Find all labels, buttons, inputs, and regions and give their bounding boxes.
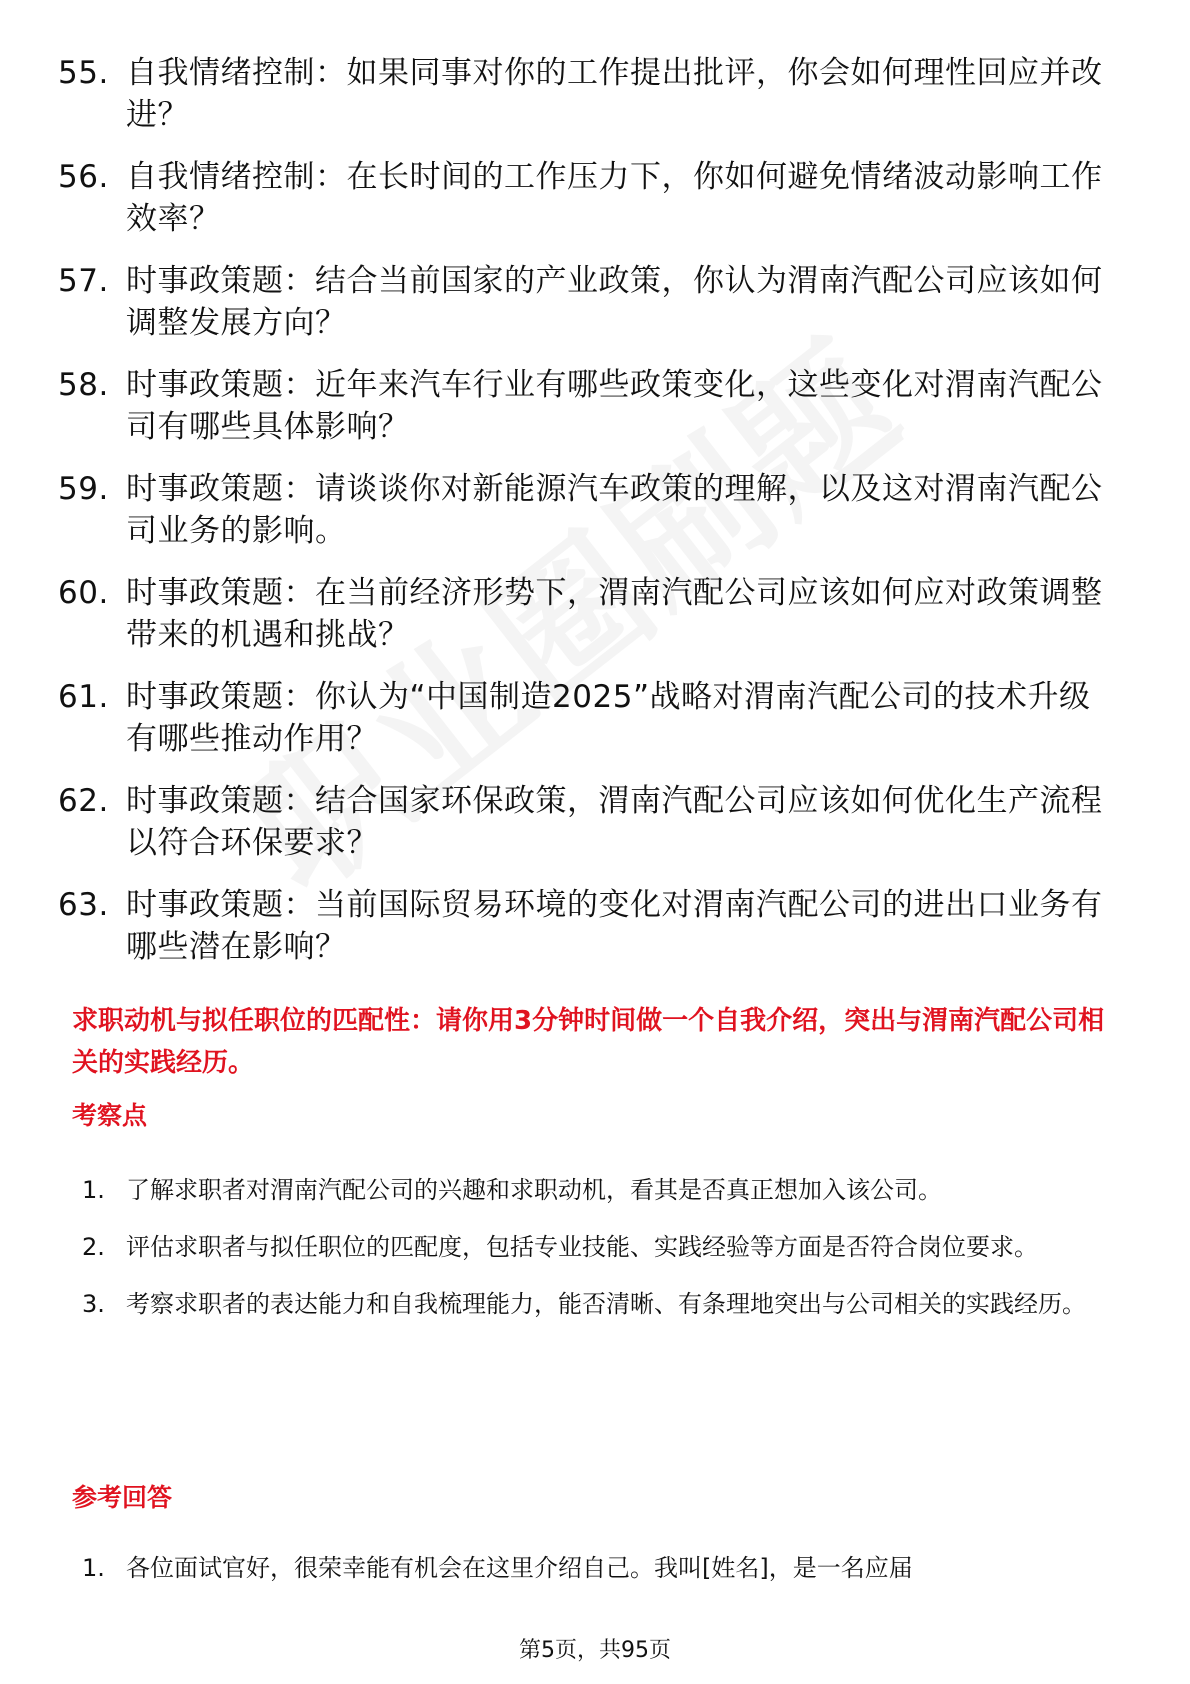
question-item [58,52,1118,136]
question-item [58,676,1118,760]
answer-section-title: 参考回答 [72,1483,173,1512]
point-text: 考察求职者的表达能力和自我梳理能力，能否清晰、有条理地突出与公司相关的实践经历。 [126,1290,1086,1318]
question-item [58,468,1118,552]
points-list [82,1162,1112,1333]
points-section-title: 考察点 [72,1101,148,1130]
question-text: 时事政策题：你认为“中国制造2025”战略对渭南汽配公司的技术升级有哪些推动作用？ [126,679,1091,757]
question-number: 63. [58,887,109,923]
question-number: 55. [58,55,109,91]
question-headline: 求职动机与拟任职位的匹配性：请你用3分钟时间做一个自我介绍，突出与渭南汽配公司相关的实践经历。 [72,1006,1105,1078]
point-item [82,1219,1112,1276]
answer-number: 1. [82,1554,105,1582]
question-item [58,780,1118,864]
question-item [58,884,1118,968]
page-footer: 第5页，共95页 [519,1638,671,1663]
question-number: 59. [58,471,109,507]
question-item [58,572,1118,656]
point-number: 1. [82,1176,105,1204]
question-list [58,52,1118,988]
question-text: 时事政策题：请谈谈你对新能源汽车政策的理解，以及这对渭南汽配公司业务的影响。 [126,471,1103,549]
question-text: 时事政策题：结合当前国家的产业政策，你认为渭南汽配公司应该如何调整发展方向？ [126,263,1103,341]
question-item [58,156,1118,240]
answer-item [82,1540,1112,1597]
point-text: 评估求职者与拟任职位的匹配度，包括专业技能、实践经验等方面是否符合岗位要求。 [126,1233,1038,1261]
question-number: 60. [58,575,109,611]
point-text: 了解求职者对渭南汽配公司的兴趣和求职动机，看其是否真正想加入该公司。 [126,1176,942,1204]
question-number: 56. [58,159,109,195]
question-number: 62. [58,783,109,819]
answers-list [82,1540,1112,1597]
question-number: 61. [58,679,109,715]
point-number: 2. [82,1233,105,1261]
question-text: 时事政策题：近年来汽车行业有哪些政策变化，这些变化对渭南汽配公司有哪些具体影响？ [126,367,1103,445]
question-item [58,364,1118,448]
point-item [82,1162,1112,1219]
question-number: 58. [58,367,109,403]
question-text: 时事政策题：当前国际贸易环境的变化对渭南汽配公司的进出口业务有哪些潜在影响？ [126,887,1103,965]
question-number: 57. [58,263,109,299]
question-text: 自我情绪控制：在长时间的工作压力下，你如何避免情绪波动影响工作效率？ [126,159,1103,237]
point-number: 3. [82,1290,105,1318]
point-item [82,1276,1112,1333]
question-item [58,260,1118,344]
answer-text: 各位面试官好，很荣幸能有机会在这里介绍自己。我叫[姓名]，是一名应届 [126,1554,913,1582]
question-text: 时事政策题：结合国家环保政策，渭南汽配公司应该如何优化生产流程以符合环保要求？ [126,783,1103,861]
question-text: 时事政策题：在当前经济形势下，渭南汽配公司应该如何应对政策调整带来的机遇和挑战？ [126,575,1103,653]
question-text: 自我情绪控制：如果同事对你的工作提出批评，你会如何理性回应并改进？ [126,55,1103,133]
